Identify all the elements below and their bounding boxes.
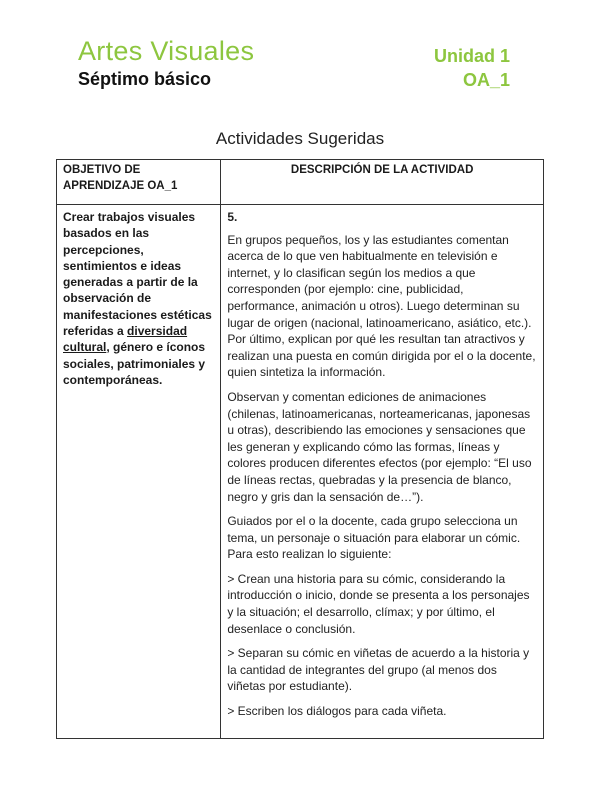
description-paragraph: Guiados por el o la docente, cada grupo selecciona un tema, un personaje o situación para elaborar un cómic. Para esto realizan lo siguiente:: [227, 514, 521, 562]
section-title: Actividades Sugeridas: [215, 129, 385, 148]
objective-text-part1: Crear trabajos visuales basados en las percepciones, sentimientos e ideas generadas a partir de la observación de manifestaciones estéticas referidas a: [63, 210, 212, 339]
objective-text-underlined: diversidad cultural: [63, 324, 188, 355]
objective-text-part2: , género e íconos sociales, patrimoniales y contemporáneas.: [63, 340, 206, 387]
unit-label: Unidad 1: [433, 46, 510, 66]
description-cell: [221, 205, 544, 739]
objective-cell: [57, 205, 221, 739]
description-step: > Separan su cómic en viñetas de acuerdo a la historia y la cantidad de integrantes del grupo (al menos dos viñetas por estudiante).: [227, 646, 530, 694]
objective-column-header: OBJETIVO DE APRENDIZAJE OA_1: [57, 160, 221, 205]
oa-label: OA_1: [462, 70, 510, 90]
subject-title: Artes Visuales: [78, 36, 255, 66]
description-column-header: DESCRIPCIÓN DE LA ACTIVIDAD: [221, 160, 544, 205]
activity-table: [56, 159, 544, 739]
table-header-row: [57, 160, 544, 205]
activity-number: 5.: [227, 210, 238, 224]
table-row: [57, 205, 544, 739]
description-step: > Crean una historia para su cómic, considerando la introducción o inicio, donde se presenta a los personajes y la situación; el desarrollo, clímax; y por último, el desenlace o conclusión.: [227, 571, 530, 636]
grade-level: Séptimo básico: [78, 69, 212, 89]
header-right: [434, 44, 510, 92]
description-paragraph: En grupos pequeños, los y las estudiantes comentan acerca de lo que ven habitualmente en televisión e internet, y lo clasifican según los medios a que corresponden (por ejemplo: cine, publicidad, performance, animación u otros). Luego determinan su lugar de origen (nacional, latinoamericano, asiático, etc.). Por último, explican por qué les resultan tan atractivos y realizan una puesta en común dirigida por el o la docente, quien sintetiza la información.: [227, 232, 536, 380]
header-left: [78, 34, 254, 91]
description-paragraph: Observan y comentan ediciones de animaciones (chilenas, latinoamericanas, norteamericanas, japonesas u otras), describiendo las emociones y sensaciones que les generan y explicando cómo las formas, líneas y colores producen diferentes efectos (por ejemplo: “El uso de líneas rectas, quebradas y la presencia de blanco, negro y gris dan la sensación de…”).: [227, 389, 532, 504]
description-step: > Escriben los diálogos para cada viñeta.: [227, 704, 447, 719]
